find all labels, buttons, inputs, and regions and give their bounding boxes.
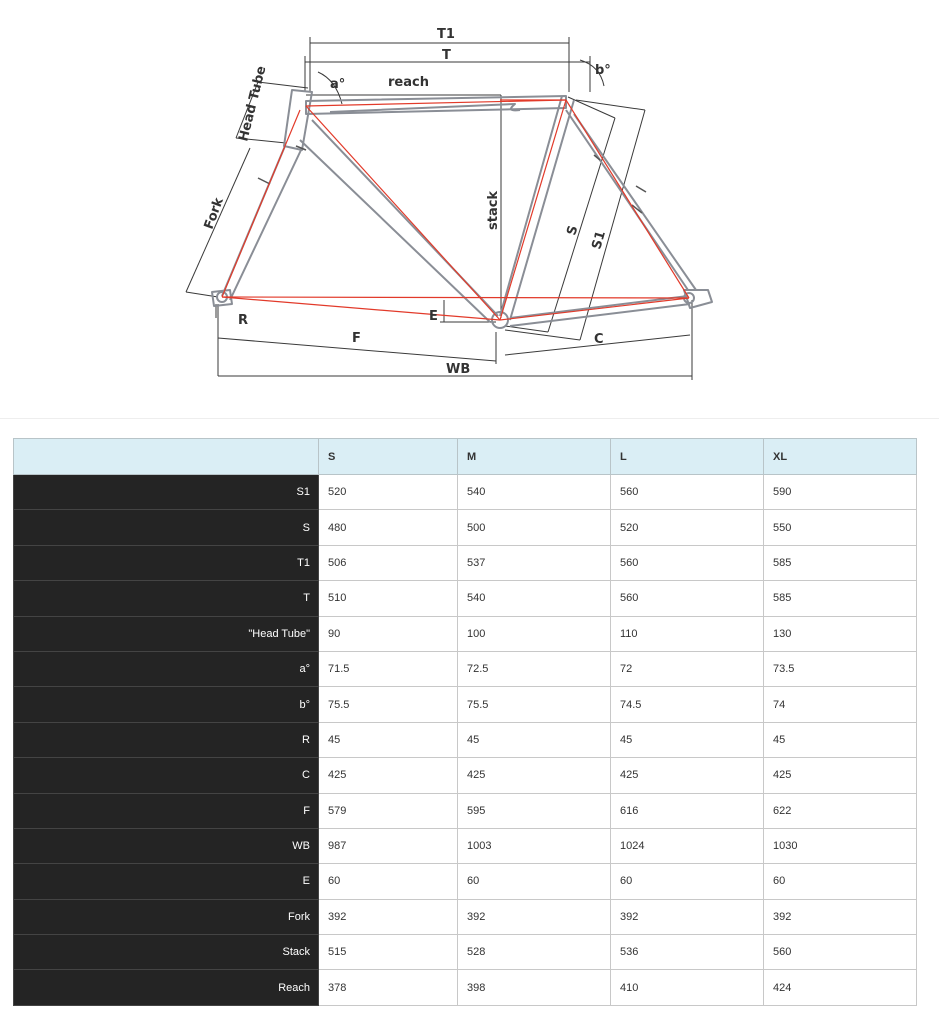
label-fork: Fork (201, 195, 227, 232)
row-label: a° (14, 651, 319, 686)
label-f: F (352, 331, 361, 346)
table-row (14, 758, 917, 793)
label-wb: WB (446, 362, 471, 377)
table-cell: 398 (458, 970, 611, 1005)
table-cell: 616 (611, 793, 764, 828)
table-cell: 480 (319, 510, 458, 545)
table-cell: 72 (611, 651, 764, 686)
table-cell: 424 (764, 970, 917, 1005)
table-cell: 510 (319, 581, 458, 616)
row-label: F (14, 793, 319, 828)
table-cell: 425 (319, 758, 458, 793)
table-cell: 71.5 (319, 651, 458, 686)
table-cell: 392 (458, 899, 611, 934)
table-cell: 425 (458, 758, 611, 793)
table-cell: 537 (458, 545, 611, 580)
table-cell: 72.5 (458, 651, 611, 686)
table-cell: 506 (319, 545, 458, 580)
table-cell: 74.5 (611, 687, 764, 722)
label-s: S (564, 223, 582, 238)
label-e: E (429, 309, 438, 324)
table-row (14, 935, 917, 970)
table-cell: 560 (611, 581, 764, 616)
label-s1: S1 (589, 229, 609, 252)
row-label: R (14, 722, 319, 757)
label-r: R (238, 313, 249, 328)
table-cell: 536 (611, 935, 764, 970)
table-cell: 60 (764, 864, 917, 899)
header-cell-size-s: S (319, 439, 458, 475)
label-stack: stack (486, 190, 501, 230)
table-row (14, 828, 917, 863)
table-row (14, 475, 917, 510)
row-label: S (14, 510, 319, 545)
table-row (14, 651, 917, 686)
table-cell: 378 (319, 970, 458, 1005)
frame-diagram-svg (0, 0, 939, 420)
table-cell: 392 (319, 899, 458, 934)
table-row (14, 793, 917, 828)
table-row (14, 864, 917, 899)
table-cell: 110 (611, 616, 764, 651)
table-cell: 100 (458, 616, 611, 651)
table-cell: 60 (458, 864, 611, 899)
table-cell: 585 (764, 581, 917, 616)
label-a-angle: a° (330, 77, 346, 92)
table-cell: 74 (764, 687, 917, 722)
table-row (14, 545, 917, 580)
table-cell: 60 (611, 864, 764, 899)
table-row (14, 970, 917, 1005)
row-label: b° (14, 687, 319, 722)
table-cell: 520 (319, 475, 458, 510)
row-label: Fork (14, 899, 319, 934)
table-cell: 130 (764, 616, 917, 651)
geometry-table (13, 438, 917, 1006)
table-body (14, 475, 917, 1006)
table-cell: 425 (764, 758, 917, 793)
table-cell: 585 (764, 545, 917, 580)
row-label: Reach (14, 970, 319, 1005)
table-cell: 1030 (764, 828, 917, 863)
row-label: "Head Tube" (14, 616, 319, 651)
table-cell: 540 (458, 475, 611, 510)
table-row (14, 510, 917, 545)
table-cell: 515 (319, 935, 458, 970)
frame-geometry-diagram (0, 0, 939, 420)
table-cell: 1024 (611, 828, 764, 863)
header-cell-empty (14, 439, 319, 475)
table-cell: 60 (319, 864, 458, 899)
row-label: T1 (14, 545, 319, 580)
table-cell: 500 (458, 510, 611, 545)
label-reach: reach (388, 75, 429, 90)
table-cell: 579 (319, 793, 458, 828)
table-cell: 45 (458, 722, 611, 757)
table-row (14, 581, 917, 616)
table-cell: 540 (458, 581, 611, 616)
table-cell: 425 (611, 758, 764, 793)
table-cell: 1003 (458, 828, 611, 863)
table-cell: 622 (764, 793, 917, 828)
table-cell: 410 (611, 970, 764, 1005)
table-cell: 590 (764, 475, 917, 510)
table-cell: 528 (458, 935, 611, 970)
table-cell: 550 (764, 510, 917, 545)
table-row (14, 616, 917, 651)
table-row (14, 899, 917, 934)
table-cell: 987 (319, 828, 458, 863)
row-label: WB (14, 828, 319, 863)
label-head-tube: Head Tube (236, 64, 270, 143)
frame-centerlines (222, 100, 689, 320)
table-cell: 520 (611, 510, 764, 545)
header-cell-size-l: L (611, 439, 764, 475)
row-label: T (14, 581, 319, 616)
table-cell: 45 (319, 722, 458, 757)
row-label: S1 (14, 475, 319, 510)
table-cell: 560 (611, 545, 764, 580)
table-header-row (14, 439, 917, 475)
table-cell: 75.5 (319, 687, 458, 722)
table-cell: 90 (319, 616, 458, 651)
row-label: Stack (14, 935, 319, 970)
header-cell-size-xl: XL (764, 439, 917, 475)
header-cell-size-m: M (458, 439, 611, 475)
table-cell: 75.5 (458, 687, 611, 722)
row-label: C (14, 758, 319, 793)
table-cell: 73.5 (764, 651, 917, 686)
table-cell: 560 (764, 935, 917, 970)
table-cell: 45 (764, 722, 917, 757)
table-row (14, 687, 917, 722)
label-t: T (442, 48, 451, 63)
table-cell: 560 (611, 475, 764, 510)
table-cell: 45 (611, 722, 764, 757)
table-cell: 392 (611, 899, 764, 934)
row-label: E (14, 864, 319, 899)
label-t1: T1 (437, 27, 455, 42)
label-c: C (594, 332, 604, 347)
table-cell: 595 (458, 793, 611, 828)
section-divider (0, 418, 939, 419)
table-row (14, 722, 917, 757)
label-b-angle: b° (595, 63, 611, 78)
table-cell: 392 (764, 899, 917, 934)
